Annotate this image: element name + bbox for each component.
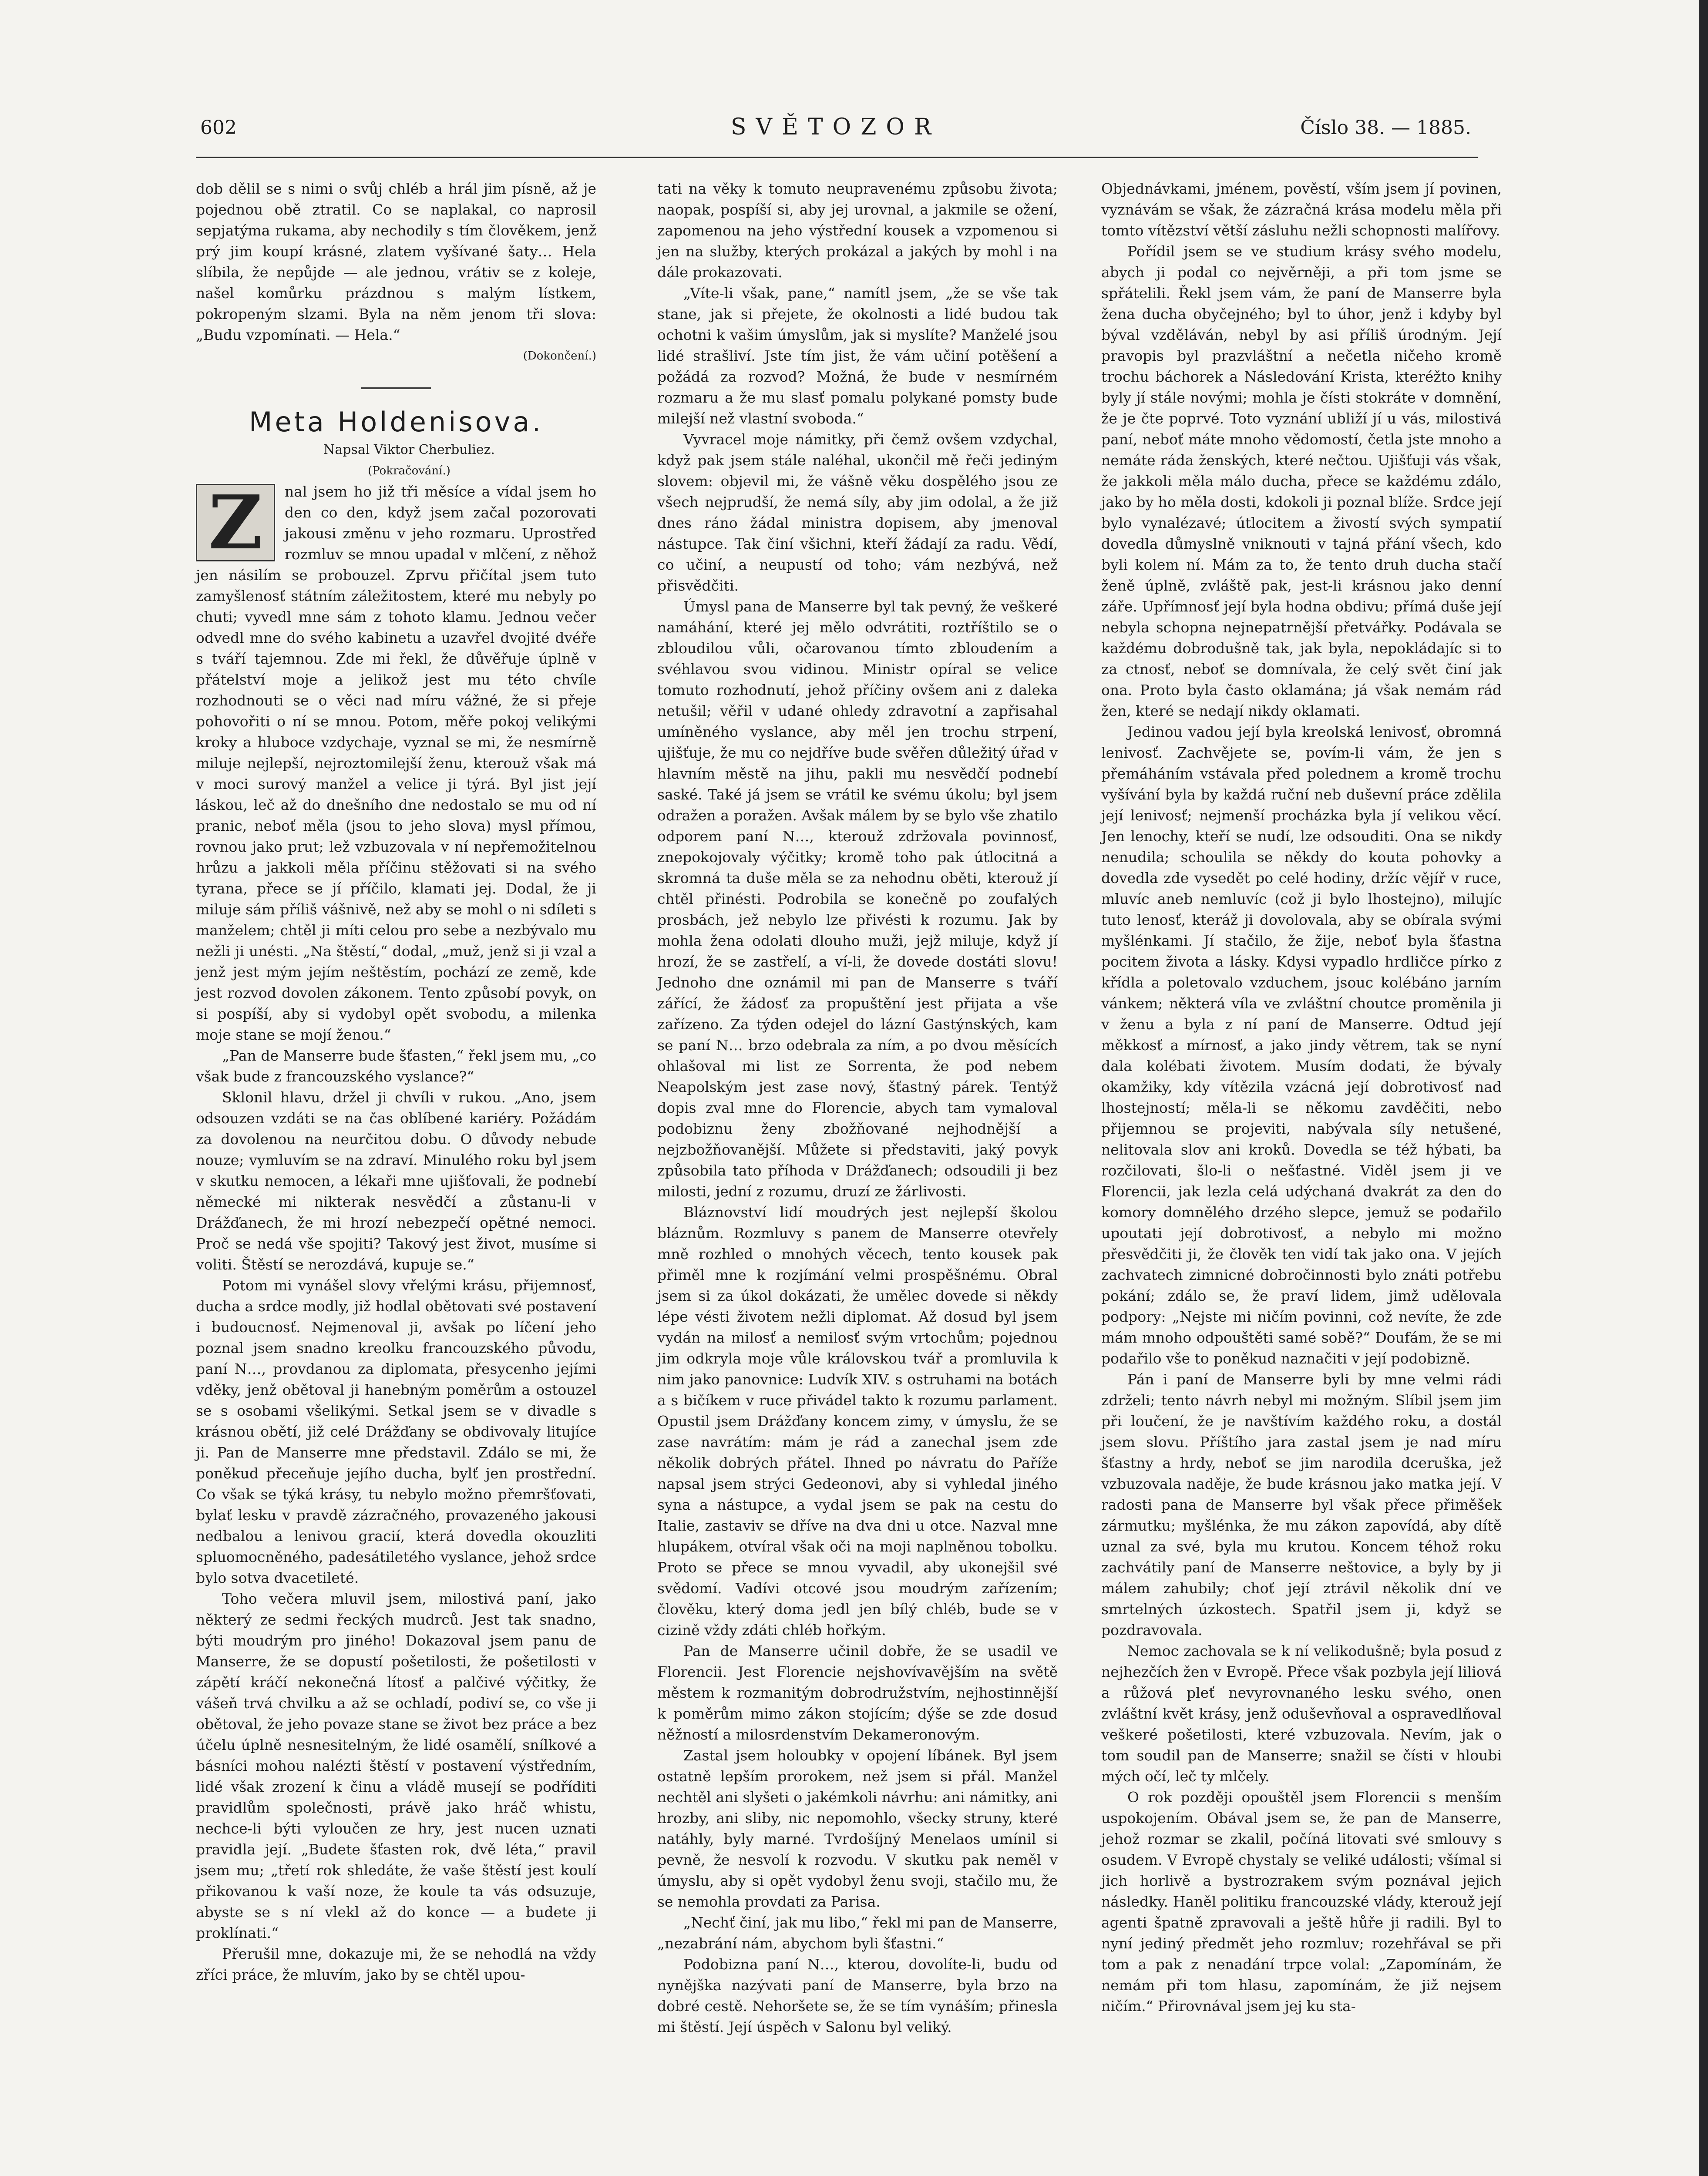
column-2 bbox=[657, 178, 1058, 2038]
paragraph: Zastal jsem holoubky v opojení líbánek. Byl jsem ostatně lepším prorokem, než jsem si přál. Manžel nechtěl ani slyšeti o jakémkoli návrhu: ani námitky, ani hrozby, ani sliby, nic nepomohlo, všecky struny, které natáhly, byly marné. Tvrdošíjný Menelaos umínil si pevně, že nesvolí k rozvodu. V skutku pak neměl v úmyslu, aby si opět vydobyl ženu svoji, stačilo mu, že se nemohla provdati za Parisa. bbox=[657, 1747, 1058, 1910]
paragraph: Jedinou vadou její byla kreolská lenivosť, obromná lenivosť. Zachvějete se, povím-li vám, že jen s přemáháním vstávala před polednem a kromě trochu vyšívání byla by každá ruční neb duševní práce zdělila její lenivosť; nejmenší procházka byla jí velikou věcí. Jen lenochy, kteří se nudí, lze odsouditi. Ona se nikdy nenudila; schoulila se někdy do kouta pohovky a dovedla zde vysedět po celé hodiny, držíc vějíř v ruce, mluvíc aneb nemluvíc (což ji bylo lhostejno), milujíc tuto lenosť, kteráž ji dovolovala, aby se obírala svými myšlénkami. Jí stačilo, že žije, neboť byla šťastna pocitem života a lásky. Kdysi vypadlo hrdličce pírko z křídla a poletovalo vzduchem, jsouc kolébáno jarním vánkem; některá víla ve zvláštní choutce proměnila ji v ženu a byla z ní paní de Manserre. Odtud její měkkosť a mírnosť, a jako jindy větrem, tak se nyní dala kolébati životem. Musím dodati, že bývaly okamžiky, kdy vítězila vzácná její dobrotivosť nad lhostejností; měla-li se někomu zavděčiti, nebo přijemnou se projeviti, nabývala síly netušené, nelitovala slov ani kroků. Dovedla se též hýbati, ba rozčilovati, šlo-li o nešťastné. Viděl jsem ji ve Florencii, jak lezla celá udýchaná dvakrát za den do komory domnělého drzého slepce, jemuž se podařilo upoutati její dobrotivosť, a nebylo mi možno přesvědčiti ji, že člověk ten vidí tak jako ona. V jejích zachvatech zimnicné dobročinnosti bylo znáti potřebu pokání; zdálo se, že praví lidem, jimž udělovala podpory: „Nejste mi ničím povinni, což nevíte, že zde mám mnoho odpouštěti samé sobě?“ Doufám, že se mi podařilo vše to poněkud naznačiti v její podobizně. bbox=[1101, 723, 1502, 1367]
paragraph: Pan de Manserre učinil dobře, že se usadil ve Florencii. Jest Florencie nejshovívavějším na světě městem k rozmanitým dobrodružstvím, nejhostinnější k poměrům mimo zákon stojícím; dýše se zde dosud něžností a milosrdenstvím Dekameronovým. bbox=[657, 1642, 1058, 1743]
end-note: (Dokončení.) bbox=[523, 349, 596, 363]
story-title: Meta Holdenisova. bbox=[249, 406, 544, 438]
column-3 bbox=[1101, 178, 1502, 2017]
paragraph: Sklonil hlavu, držel ji chvíli v rukou. „Ano, jsem odsouzen vzdáti se na čas oblíbené kariéry. Požádám za dovolenou na neurčitou dobu. O důvody nebude nouze; vymluvím se na zdraví. Minulého roku byl jsem v skutku nemocen, a lékaři mne ujišťovali, že podnebí německé mi nikterak nesvědčí a zůstanu-li v Drážďanech, že mi hrozí nebezpečí opětné nemoci. Proč se nedá vše spojiti? Takový jest život, musíme si voliti. Štěstí se nerozdává, kupuje se.“ bbox=[196, 1089, 596, 1273]
paragraph: Pán i paní de Manserre byli by mne velmi rádi zdrželi; tento návrh nebyl mi možným. Slíbil jsem jim při loučení, že je navštívím každého roku, a dostál jsem slovu. Příštího jara zastal jsem je nad míru šťastny a hrdy, neboť se jim narodila dceruška, jež vzbuzovala naděje, že bude krásnou jako matka její. V radosti pana de Manserre byl však přece přiměšek zármutku; myšlénka, že mu zákon zapovídá, aby dítě uznal za své, byla mu krutou. Koncem téhož roku zachvátily paní de Manserre neštovice, a byly by ji málem zahubily; choť její ztrávil několik dní ve smrtelných úzkostech. Spatřil jsem ji, když se pozdravovala. bbox=[1101, 1371, 1502, 1639]
paragraph: Pořídil jsem se ve studium krásy svého modelu, abych ji podal co nejvěrněji, a při tom jsme se spřátelili. Řekl jsem vám, že paní de Manserre byla žena ducha obyčejného; byl to úhor, jenž i kdyby byl býval vzděláván, nebyl by asi příliš úrodným. Její pravopis byl prazvláštní a nečetla ničeho kromě trochu báchorek a Následování Krista, kteréžto knihy byly jí stále novými; mohla je čísti stokráte v domnění, že je čte poprvé. Toto vyznání ubliží jí u vás, milostivá paní, neboť máte mnoho vědomostí, četla jste mnoho a nemáte ráda ženských, které nečtou. Ujišťuji vás však, že jakkoli měla málo ducha, přece se každému zdálo, jako by ho měla dosti, kdokoli ji poznal blíže. Srdce její bylo vynalézavé; útlocitem a živostí svých sympatií dovedla důmyslně vniknouti v tajná přání všech, kdo byli kolem ní. Mám za to, že tento druh ducha stačí ženě úplně, zvláště pak, jest-li krásnou jako denní záře. Upřímnosť její byla hodna obdivu; přímá duše její nebyla schopna nejnepatrnější přetvářky. Podávala se každému dobrodušně tak, jak byla, nepokládajíc si to za ctnosť, neboť se domnívala, že celý svět činí jak ona. Proto byla často oklamána; já však nemám rád žen, které se nedají nikdy oklamati. bbox=[1101, 243, 1502, 719]
issue-info: Číslo 38. — 1885. bbox=[1300, 117, 1471, 139]
page-header bbox=[200, 114, 1471, 147]
paragraph: Vyvracel moje námitky, při čemž ovšem vzdychal, když pak jsem stále naléhal, ukončil mě řeči jediným slovem: objevil mi, že vášně věku dospělého jsou ze všech nejprudší, že nemá síly, aby jim odolal, a že již dnes ráno žádal ministra dopisem, aby jmenoval nástupce. Tak činí všichni, kteří žádají za radu. Vědí, co učiní, a neupustí od toho; vám nezbývá, než přisvědčiti. bbox=[657, 431, 1058, 594]
drop-cap: Z bbox=[196, 484, 275, 561]
paragraph: Potom mi vynášel slovy vřelými krásu, přijemnosť, ducha a srdce modly, již hodlal obětovati své postavení i budoucnosť. Nejmenoval ji, avšak po líčení jeho poznal jsem snadno kreolku francouzského původu, paní N…, provdanou za diplomata, přesycenho jejími vděky, jenž obětoval ji hanebným poměrům a ostouzel se s osobami všelikými. Setkal jsem se v divadle s krásnou obětí, již celé Drážďany se obdivovaly litujíce ji. Pan de Manserre mne představil. Zdálo se mi, že poněkud přeceňuje jejího ducha, bylť jen prostřední. Co však se týká krásy, tu nebylo možno přemršťovati, bylať lesku v pravdě zázračného, provazeného jakousi nedbalou a lenivou gracií, která dovedla okouzliti spluomocněného, padesátiletého vyslance, jehož srdce bylo sotva dvacetileté. bbox=[196, 1277, 596, 1586]
byline: Napsal Viktor Cherbuliez. bbox=[323, 442, 495, 457]
column-1 bbox=[196, 178, 596, 1985]
paragraph: Objednávkami, jménem, pověstí, vším jsem jí povinen, vyznávám se však, že zázračná krása modelu měla při tomto vítězství větší zásluhu nežli schopnosti malířovy. bbox=[1101, 180, 1502, 239]
paragraph: nal jsem ho již tři měsíce a vídal jsem ho den co den, když jsem začal pozorovati jakousi změnu v jeho rozmaru. Uprostřed rozmluv se mnou upadal v mlčení, z něhož jen násilím se probouzel. Zprvu přičítal jsem tuto zamyšlenosť státním záležitostem, které mu nebyly po chuti; vyvedl mne sám z tohoto klamu. Jednou večer odvedl mne do svého kabinetu a uzavřel dvojité dvéře s tváří tajemnou. Zde mi řekl, že důvěřuje úplně v přátelství moje a jelikož jest mu této chvíle rozhodnouti se o věci nad míru vážné, že si přeje pohovořiti o ní se mnou. Potom, měře pokoj velikými kroky a hluboce vzdychaje, vyznal se mi, že nesmírně miluje nejlepší, nejroztomilejší ženu, kterouž však má v moci surový manžel a velice ji týrá. Byl jist její láskou, leč až do dnešního dne nedostalo se mu od ní pranic, neboť měla (jsou to jeho slova) mysl přímou, rovnou jako prut; lež vzbuzovala v ní nepřemožitelnou hrůzu a jakkoli měla příčinu stěžovati si na svého tyrana, přece se jí příčilo, klamati jej. Dodal, že ji miluje sám příliš vášnivě, než aby se mohl o ni sdíleti s manželem; chtěl ji míti celou pro sebe a nezbývalo mu nežli ji unésti. „Na štěstí,“ dodal, „muž, jenž si ji vzal a jenž jest mým jejím neštěstím, pochází ze země, kde jest rozvod dovolen zákonem. Tento způsobí povyk, on si pospíší, aby si vydobyl opět svobodu, a milenka moje stane se mojí ženou.“ bbox=[196, 483, 596, 1043]
continued-note: (Pokračování.) bbox=[368, 464, 451, 477]
header-rule bbox=[196, 157, 1478, 158]
paragraph: Toho večera mluvil jsem, milostivá paní, jako některý ze sedmi řeckých mudrců. Jest tak snadno, býti moudrým pro jiného! Dokazoval jsem panu de Manserre, že se dopustí pošetilosti, že pošetilosti v zápětí kráčí nekonečná lítosť a palčivé výčitky, že vášeň trvá chvilku a až se ochladí, podiví se, co vše ji obětoval, že jeho povaze stane se život bez práce a bez účelu úplně nesnesitelným, že lidé osamělí, snílkové a básníci mohou nalézti štěstí v postavení výstředním, lidé však zrození k činu a vládě musejí se podříditi pravidlům společnosti, právě jako hráč whistu, nechce-li býti vyloučen ze hry, jest nucen uznati pravidla její. „Budete šťasten rok, dvě léta,“ pravil jsem mu; „třetí rok shledáte, že vaše štěstí jest koulí přikovanou k vaší noze, že koule ta vás odsuzuje, abyste se s ní vlekl až do konce — a budete ji proklínati.“ bbox=[196, 1590, 596, 1941]
paragraph: „Nechť činí, jak mu libo,“ řekl mi pan de Manserre, „nezabrání nám, abychom byli šťastni.“ bbox=[657, 1914, 1058, 1952]
page-number: 602 bbox=[200, 117, 237, 139]
paragraph: dob dělil se s nimi o svůj chléb a hrál jim písně, až je pojednou obě ztratil. Co se naplakal, co naprosil sepjatýma rukama, aby nechodily s tím člověkem, jenž prý jim koupí krásné, zlatem vyšívané šaty… Hela slíbila, že nepůjde — ale jednou, vrátiv se z koleje, našel komůrku prázdnou s malým lístkem, pokropeným slzami. Byla na něm jenom tři slova: „Budu vzpomínati. — Hela.“ bbox=[196, 180, 596, 343]
paragraph: „Víte-li však, pane,“ namítl jsem, „že se vše tak stane, jak si přejete, že okolnosti a lidé budou tak ochotni k vašim úmyslům, jak si myslíte? Manželé jsou lidé strašliví. Jste tím jist, že vám učiní potěšení a požádá za rozvod? Možná, že bude v nesmírném rozmaru a že mu slasť pomalu polykané pomsty bude milejší než vlastní svoboda.“ bbox=[657, 285, 1058, 427]
paragraph: tati na věky k tomuto neupravenému způsobu života; naopak, pospíší si, aby jej urovnal, a jakmile se ožení, zapomenou na jeho výstřední kousek a vzpomenou si jen na služby, kterých prokázal a jakých by mohl i na dále prokazovati. bbox=[657, 180, 1058, 281]
divider-ornament bbox=[361, 387, 431, 389]
paragraph: Bláznovství lidí moudrých jest nejlepší školou bláznům. Rozmluvy s panem de Manserre otevřely mně rozhled o mnohých věcech, tento kousek pak přiměl mne k rozjímání velmi prospěšnému. Obral jsem si za úkol dokázati, že umělec dovede si někdy lépe vésti životem nežli diplomat. Až dosud byl jsem vydán na milosť a nemilosť svým vrtochům; pojednou jim odkryla moje vůle královskou tvář a promluvila k nim jako panovnice: Ludvík XIV. s ostruhami na botách a s bičíkem v ruce přivádel takto k rozumu parlament. Opustil jsem Drážďany koncem zimy, v úmyslu, že se zase navrátím: mám je rád a zanechal jsem zde několik dobrých přátel. Ihned po návratu do Paříže napsal jsem strýci Gedeonovi, aby si vyhledal jiného syna a nástupce, a vydal jsem se pak na cestu do Italie, zastaviv se dříve na dva dni u otce. Nazval mne hlupákem, otvíral však oči na moji naplněnou tobolku. Proto se přece se mnou vyvadil, aby ukonejšil své svědomí. Vadívi otcové jsou moudrým zařízením; člověku, který doma jedl jen bílý chléb, bude se v cizině vždy zdáti chléb hořkým. bbox=[657, 1204, 1058, 1639]
paragraph: Přerušil mne, dokazuje mi, že se nehodlá na vždy zříci práce, že mluvím, jako by se chtěl upou- bbox=[196, 1945, 596, 1983]
paragraph: Nemoc zachovala se k ní velikodušně; byla posud z nejhezčích žen v Evropě. Přece však pozbyla její liliová a růžová pleť nevyrovnaného lesku svého, onen zvláštní květ krásy, jenž oduševňoval a ospravedlňoval veškeré pošetilosti, které vzbuzovala. Nevím, jak o tom soudil pan de Manserre; snažil se čísti v hloubi mých očí, leč ty mlčely. bbox=[1101, 1642, 1502, 1785]
paragraph: O rok později opouštěl jsem Florencii s menším uspokojením. Obával jsem se, že pan de Manserre, jehož rozmar se zkalil, počíná litovati své smlouvy s osudem. V Evropě chystaly se veliké události; všímal si jich horlivě a bystrozrakem svým poznával jejich následky. Haněl politiku francouzské vlády, kterouž její agenti špatně zpravovali a ještě hůře ji radili. Byl to nyní jediný předmět jeho rozmluv; rozehřával se při tom a pak z nenadání trpce volal: „Zapomínám, že nemám při tom hlasu, zapomínám, že již nejsem ničím.“ Přirovnával jsem jej ku sta- bbox=[1101, 1789, 1502, 2015]
paragraph: „Pan de Manserre bude šťasten,“ řekl jsem mu, „co však bude z francouzského vyslance?“ bbox=[196, 1047, 596, 1085]
page-edge bbox=[1699, 0, 1708, 2176]
paragraph: Úmysl pana de Manserre byl tak pevný, že veškeré namáhání, které jej mělo odvrátiti, roztříštilo se o zbloudilou vůli, očarovanou tímto zbloudením a svéhlavou svou vidinou. Ministr opíral se velice tomuto rozhodnutí, jehož příčiny ovšem ani z daleka netušil; věřil v udané ohledy zdravotní a zapřisahal umíněného vyslance, aby měl jen trochu strpení, ujišťuje, že mu co nejdříve bude svěřen důležitý úřad v hlavním městě na jihu, pakli mu nesvědčí podnebí saské. Také já jsem se vrátil ke svému úkolu; byl jsem odražen a poražen. Avšak málem by se bylo vše zhatilo odporem paní N…, kterouž zdržovala povinnosť, znepokojovaly výčitky; kromě toho pak útlocitná a skromná ta duše měla se za nehodnu oběti, kterouž jí chtěl přinésti. Podrobila se konečně po zoufalých prosbách, jež nebylo lze přivésti k rozumu. Jak by mohla žena odolati dlouho muži, jejž miluje, když jí hrozí, že se zastřelí, a ví-li, že dovede dostáti slovu! Jednoho dne oznámil mi pan de Manserre s tváří zářící, že žádosť za propuštění jest přijata a vše zařízeno. Za týden odejel do lázní Gastýnských, kam se paní N… brzo odebrala za ním, a po dvou měsících ohlašoval mi list ze Sorrenta, že pod nebem Neapolským jest zase nový, šťastný párek. Tentýž dopis zval mne do Florencie, abych tam vymaloval podobiznu ženy zbožňované nejhodnější a nejzbožňovanější. Můžete si představiti, jaký povyk způsobila tato příhoda v Drážďanech; odsoudili ji bez milosti, jední z rozumu, druzí ze žárlivosti. bbox=[657, 598, 1058, 1200]
journal-title: SVĚTOZOR bbox=[730, 114, 941, 140]
paragraph: Podobizna paní N…, kterou, dovolíte-li, budu od nynějška nazývati paní de Manserre, byla brzo na dobré cestě. Nehoršete se, že se tím vynáším; přinesla mi štěstí. Její úspěch v Salonu byl veliký. bbox=[657, 1956, 1058, 2035]
